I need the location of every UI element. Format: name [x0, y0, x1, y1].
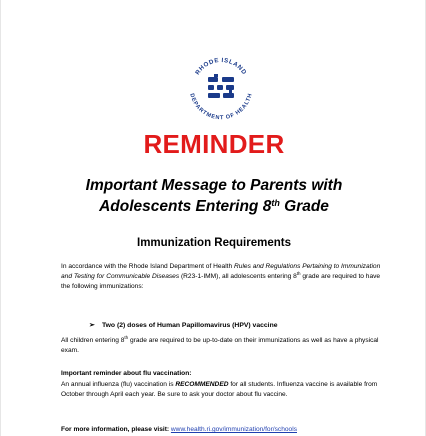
reminder-heading: REMINDER [143, 129, 285, 159]
hpv-bullet [89, 321, 389, 329]
intro-regulation-title: Rules and Regulations Pertaining to Immunization and Testing for Communicable Diseases [61, 263, 381, 280]
intro-text-1: In accordance with the Rhode Island Department of Health [61, 263, 235, 270]
headline-superscript: th [271, 198, 280, 208]
headline [1, 175, 426, 217]
headline-line-2-post: Grade [279, 198, 329, 215]
intro-text-3: (R23-1-IMM), all adolescents entering 8 [179, 273, 297, 280]
headline-line-2 [1, 196, 426, 217]
flu-text-1: An annual influenza (flu) vaccination is [61, 381, 176, 388]
intro-text-4: grade are required to have the following immunizations: [61, 273, 381, 290]
physical-exam-paragraph [61, 336, 381, 356]
logo-bottom-text: DEPARTMENT OF HEALTH [188, 92, 254, 122]
ri-department-of-health-seal [185, 52, 257, 124]
more-info-line [61, 426, 297, 433]
flu-reminder-title: Important reminder about flu vaccination: [61, 370, 192, 377]
more-info-label: For more information, please visit: [61, 426, 171, 433]
intro-paragraph [61, 262, 381, 292]
headline-line-1: Important Message to Parents with [85, 177, 343, 194]
intro-superscript: th [296, 271, 301, 276]
flu-emphasis: RECOMMENDED [175, 381, 229, 388]
hpv-bullet-text: Two (2) doses of Human Papillomavirus (HPV) vaccine [102, 322, 278, 329]
logo-top-text: RHODE ISLAND [194, 56, 248, 77]
flu-text-2: for all students. Influenza vaccine is available from October through April each year. Be sure to ask your doctor about flu vaccine. [61, 381, 378, 398]
headline-line-2-pre: Adolescents Entering 8 [99, 198, 272, 215]
physical-text-1: All children entering 8 [61, 337, 125, 344]
section-title: Immunization Requirements [137, 237, 291, 249]
arrow-bullet-icon: ➢ [89, 322, 95, 329]
more-info-link[interactable]: www.health.ri.gov/immunization/for/schools [170, 426, 297, 433]
physical-text-2: grade are required to be up-to-date on their immunizations as well as have a physical exam. [61, 337, 379, 354]
physical-superscript: th [124, 335, 129, 340]
flu-reminder-body [61, 380, 381, 400]
